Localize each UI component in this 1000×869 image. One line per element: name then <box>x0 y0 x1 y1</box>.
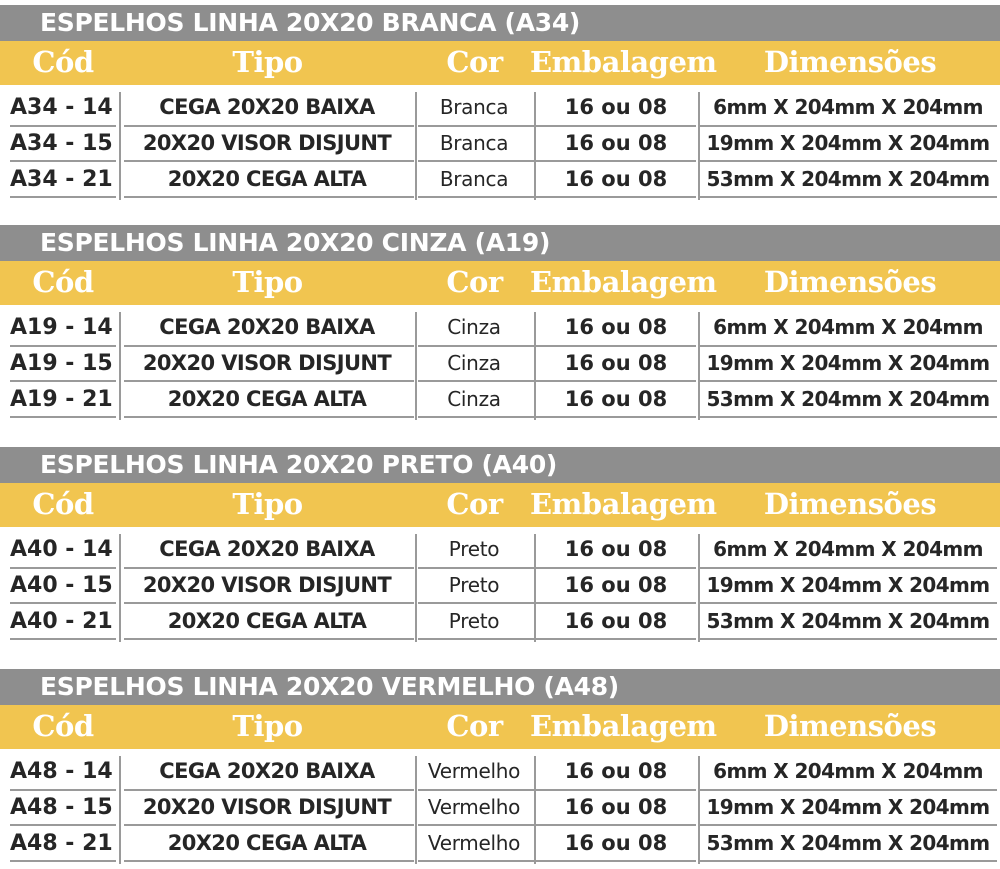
column-header-embalagem: Embalagem <box>530 265 717 299</box>
cell-tipo: CEGA 20X20 BAIXA <box>159 315 375 339</box>
row-divider <box>418 638 534 640</box>
row-divider <box>700 602 997 604</box>
table-row <box>0 532 1000 567</box>
cell-tipo: 20X20 VISOR DISJUNT <box>142 351 392 375</box>
column-header-cod: Cód <box>32 709 94 743</box>
row-divider <box>418 567 534 569</box>
product-section <box>0 5 1000 202</box>
row-divider <box>536 567 696 569</box>
column-divider <box>698 312 700 420</box>
column-header-tipo: Tipo <box>232 709 303 743</box>
cell-embalagem: 16 ou 08 <box>564 167 668 191</box>
cell-tipo: 20X20 CEGA ALTA <box>167 831 367 855</box>
cell-cod: A19 - 15 <box>10 351 113 376</box>
cell-dimensoes: 6mm X 204mm X 204mm <box>713 315 983 339</box>
cell-embalagem: 16 ou 08 <box>564 759 668 783</box>
cell-tipo: 20X20 CEGA ALTA <box>167 387 367 411</box>
row-divider <box>10 567 116 569</box>
column-header-bar <box>0 705 1000 749</box>
table-row <box>0 346 1000 381</box>
cell-cor: Branca <box>439 167 509 191</box>
row-divider <box>124 567 414 569</box>
row-divider <box>124 860 414 862</box>
column-divider <box>119 534 121 642</box>
cell-cod: A34 - 21 <box>10 167 113 192</box>
table-row <box>0 568 1000 603</box>
cell-dimensoes: 53mm X 204mm X 204mm <box>706 831 990 855</box>
row-divider <box>700 345 997 347</box>
column-divider <box>119 312 121 420</box>
column-divider <box>534 92 536 200</box>
row-divider <box>418 416 534 418</box>
cell-embalagem: 16 ou 08 <box>564 795 668 819</box>
row-divider <box>10 602 116 604</box>
cell-cor: Cinza <box>447 351 501 375</box>
row-divider <box>124 638 414 640</box>
row-divider <box>10 860 116 862</box>
column-header-embalagem: Embalagem <box>530 709 717 743</box>
table-row <box>0 90 1000 125</box>
cell-embalagem: 16 ou 08 <box>564 131 668 155</box>
column-divider <box>698 92 700 200</box>
column-header-bar <box>0 483 1000 527</box>
cell-tipo: 20X20 VISOR DISJUNT <box>142 131 392 155</box>
row-divider <box>10 345 116 347</box>
cell-cod: A34 - 14 <box>10 95 113 120</box>
product-section <box>0 225 1000 422</box>
cell-dimensoes: 19mm X 204mm X 204mm <box>706 795 990 819</box>
row-divider <box>536 125 696 127</box>
row-divider <box>418 345 534 347</box>
column-divider <box>698 756 700 864</box>
row-divider <box>536 860 696 862</box>
column-divider <box>415 756 417 864</box>
row-divider <box>10 196 116 198</box>
cell-dimensoes: 53mm X 204mm X 204mm <box>706 609 990 633</box>
column-header-dimensoes: Dimensões <box>763 265 937 299</box>
cell-cor: Branca <box>439 95 509 119</box>
cell-tipo: 20X20 CEGA ALTA <box>167 167 367 191</box>
row-divider <box>10 824 116 826</box>
section-title: ESPELHOS LINHA 20X20 VERMELHO (A48) <box>0 669 1000 705</box>
cell-cor: Vermelho <box>427 759 521 783</box>
cell-embalagem: 16 ou 08 <box>564 387 668 411</box>
row-divider <box>418 196 534 198</box>
cell-dimensoes: 19mm X 204mm X 204mm <box>706 573 990 597</box>
row-divider <box>700 789 997 791</box>
cell-cor: Preto <box>448 573 500 597</box>
row-divider <box>124 160 414 162</box>
column-header-cor: Cor <box>446 265 503 299</box>
row-divider <box>418 860 534 862</box>
cell-cod: A19 - 21 <box>10 387 113 412</box>
section-title: ESPELHOS LINHA 20X20 BRANCA (A34) <box>0 5 1000 41</box>
cell-cor: Preto <box>448 609 500 633</box>
column-header-cor: Cor <box>446 709 503 743</box>
cell-tipo: CEGA 20X20 BAIXA <box>159 95 375 119</box>
row-divider <box>10 638 116 640</box>
row-divider <box>124 345 414 347</box>
cell-cod: A40 - 21 <box>10 609 113 634</box>
cell-cod: A19 - 14 <box>10 315 113 340</box>
row-divider <box>536 416 696 418</box>
cell-embalagem: 16 ou 08 <box>564 537 668 561</box>
table-body <box>0 90 1000 202</box>
column-divider <box>415 92 417 200</box>
column-header-tipo: Tipo <box>232 45 303 79</box>
row-divider <box>124 416 414 418</box>
cell-embalagem: 16 ou 08 <box>564 573 668 597</box>
cell-tipo: 20X20 VISOR DISJUNT <box>142 795 392 819</box>
column-header-dimensoes: Dimensões <box>763 709 937 743</box>
column-header-dimensoes: Dimensões <box>763 45 937 79</box>
cell-embalagem: 16 ou 08 <box>564 609 668 633</box>
row-divider <box>700 567 997 569</box>
cell-cod: A34 - 15 <box>10 131 113 156</box>
row-divider <box>536 380 696 382</box>
row-divider <box>700 824 997 826</box>
row-divider <box>124 196 414 198</box>
row-divider <box>536 789 696 791</box>
column-divider <box>119 92 121 200</box>
row-divider <box>536 196 696 198</box>
row-divider <box>10 789 116 791</box>
column-divider <box>415 534 417 642</box>
cell-cor: Vermelho <box>427 795 521 819</box>
table-row <box>0 126 1000 161</box>
row-divider <box>10 125 116 127</box>
column-header-dimensoes: Dimensões <box>763 487 937 521</box>
column-header-cod: Cód <box>32 265 94 299</box>
product-section <box>0 447 1000 644</box>
cell-dimensoes: 53mm X 204mm X 204mm <box>706 387 990 411</box>
cell-cor: Vermelho <box>427 831 521 855</box>
row-divider <box>700 160 997 162</box>
row-divider <box>124 125 414 127</box>
column-header-cod: Cód <box>32 45 94 79</box>
row-divider <box>700 196 997 198</box>
product-section <box>0 669 1000 866</box>
table-row <box>0 162 1000 197</box>
table-body <box>0 532 1000 644</box>
table-body <box>0 754 1000 866</box>
row-divider <box>418 824 534 826</box>
column-divider <box>698 534 700 642</box>
row-divider <box>124 380 414 382</box>
row-divider <box>536 160 696 162</box>
cell-cod: A48 - 14 <box>10 759 113 784</box>
column-header-embalagem: Embalagem <box>530 487 717 521</box>
row-divider <box>418 789 534 791</box>
row-divider <box>418 125 534 127</box>
cell-dimensoes: 6mm X 204mm X 204mm <box>713 759 983 783</box>
column-divider <box>119 756 121 864</box>
table-row <box>0 754 1000 789</box>
row-divider <box>10 380 116 382</box>
row-divider <box>418 160 534 162</box>
row-divider <box>700 638 997 640</box>
table-row <box>0 310 1000 345</box>
table-row <box>0 790 1000 825</box>
cell-dimensoes: 6mm X 204mm X 204mm <box>713 537 983 561</box>
cell-embalagem: 16 ou 08 <box>564 831 668 855</box>
row-divider <box>536 345 696 347</box>
table-row <box>0 382 1000 417</box>
cell-dimensoes: 53mm X 204mm X 204mm <box>706 167 990 191</box>
table-row <box>0 826 1000 861</box>
row-divider <box>536 824 696 826</box>
column-header-bar <box>0 41 1000 85</box>
column-header-bar <box>0 261 1000 305</box>
row-divider <box>700 416 997 418</box>
column-header-cod: Cód <box>32 487 94 521</box>
column-divider <box>415 312 417 420</box>
row-divider <box>124 824 414 826</box>
cell-embalagem: 16 ou 08 <box>564 315 668 339</box>
cell-tipo: 20X20 CEGA ALTA <box>167 609 367 633</box>
row-divider <box>418 380 534 382</box>
cell-embalagem: 16 ou 08 <box>564 95 668 119</box>
row-divider <box>10 160 116 162</box>
cell-cod: A40 - 14 <box>10 537 113 562</box>
row-divider <box>536 602 696 604</box>
column-header-cor: Cor <box>446 487 503 521</box>
column-header-embalagem: Embalagem <box>530 45 717 79</box>
row-divider <box>124 789 414 791</box>
column-header-cor: Cor <box>446 45 503 79</box>
cell-cod: A48 - 21 <box>10 831 113 856</box>
row-divider <box>10 416 116 418</box>
cell-tipo: CEGA 20X20 BAIXA <box>159 759 375 783</box>
cell-cod: A40 - 15 <box>10 573 113 598</box>
cell-dimensoes: 6mm X 204mm X 204mm <box>713 95 983 119</box>
cell-cor: Cinza <box>447 315 501 339</box>
row-divider <box>700 860 997 862</box>
cell-dimensoes: 19mm X 204mm X 204mm <box>706 131 990 155</box>
table-body <box>0 310 1000 422</box>
cell-cod: A48 - 15 <box>10 795 113 820</box>
cell-cor: Cinza <box>447 387 501 411</box>
cell-cor: Preto <box>448 537 500 561</box>
column-divider <box>534 756 536 864</box>
column-header-tipo: Tipo <box>232 265 303 299</box>
cell-dimensoes: 19mm X 204mm X 204mm <box>706 351 990 375</box>
section-title: ESPELHOS LINHA 20X20 PRETO (A40) <box>0 447 1000 483</box>
table-row <box>0 604 1000 639</box>
row-divider <box>418 602 534 604</box>
section-title: ESPELHOS LINHA 20X20 CINZA (A19) <box>0 225 1000 261</box>
row-divider <box>124 602 414 604</box>
row-divider <box>700 380 997 382</box>
cell-cor: Branca <box>439 131 509 155</box>
row-divider <box>700 125 997 127</box>
column-header-tipo: Tipo <box>232 487 303 521</box>
cell-tipo: CEGA 20X20 BAIXA <box>159 537 375 561</box>
cell-embalagem: 16 ou 08 <box>564 351 668 375</box>
cell-tipo: 20X20 VISOR DISJUNT <box>142 573 392 597</box>
column-divider <box>534 534 536 642</box>
column-divider <box>534 312 536 420</box>
row-divider <box>536 638 696 640</box>
